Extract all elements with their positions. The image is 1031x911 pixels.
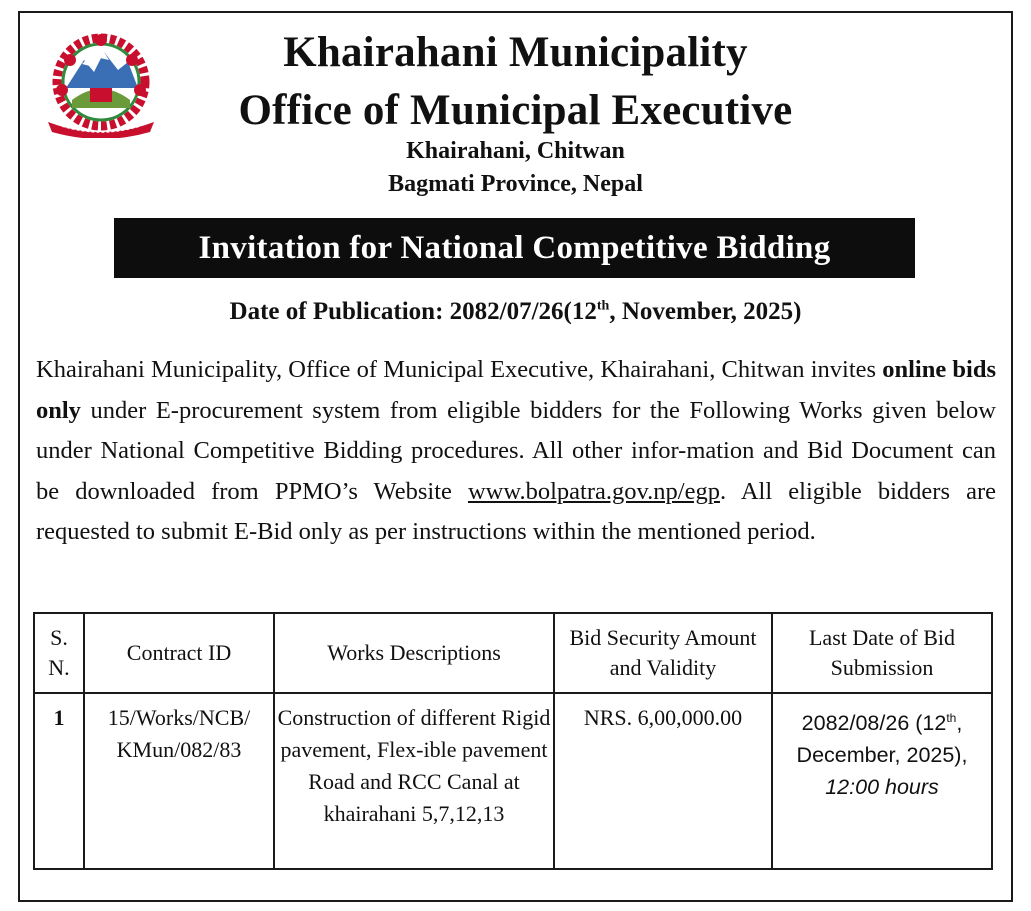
header-last-date: Last Date of Bid Submission [772, 613, 992, 693]
table-header-row [34, 613, 992, 693]
notice-banner: Invitation for National Competitive Bidding [114, 218, 915, 278]
table-row [34, 693, 992, 869]
cell-last-date: 2082/08/26 (12th, December, 2025), 12:00 hours [772, 693, 992, 869]
office-title: Office of Municipal Executive [238, 87, 793, 134]
cell-works: Construction of different Rigid pavement, Flex-ible pavement Road and RCC Canal at khairahani 5,7,12,13 [274, 693, 554, 869]
publication-date: Date of Publication: 2082/07/26(12th, November, 2025) [229, 298, 802, 325]
online-bids-emphasis: online bids only [36, 356, 996, 424]
municipality-title: Khairahani Municipality [283, 29, 748, 76]
invitation-paragraph: Khairahani Municipality, Office of Municipal Executive, Khairahani, Chitwan invites online bids only under E-procurement system from eligible bidders for the Following Works given below under National Competitive Bidding procedures. All other infor-mation and Bid Document can be downloaded from PPMO’s Website www.bolpatra.gov.np/egp. All eligible bidders are requested to submit E-Bid only as per instructions within the mentioned period. [36, 356, 996, 545]
province-line: Bagmati Province, Nepal [388, 171, 643, 197]
header-contract-id: Contract ID [84, 613, 274, 693]
cell-sn: 1 [34, 693, 84, 869]
cell-bid-security: NRS. 6,00,000.00 [554, 693, 772, 869]
ppmo-website-link[interactable]: www.bolpatra.gov.np/egp [467, 477, 720, 505]
submission-time: 12:00 hours [825, 775, 939, 800]
header-works: Works Descriptions [274, 613, 554, 693]
header-bid-security: Bid Security Amount and Validity [554, 613, 772, 693]
cell-contract-id: 15/Works/NCB/ KMun/082/83 [84, 693, 274, 869]
bid-table [33, 612, 993, 870]
header-sn: S. N. [34, 613, 84, 693]
location-line: Khairahani, Chitwan [406, 138, 625, 164]
